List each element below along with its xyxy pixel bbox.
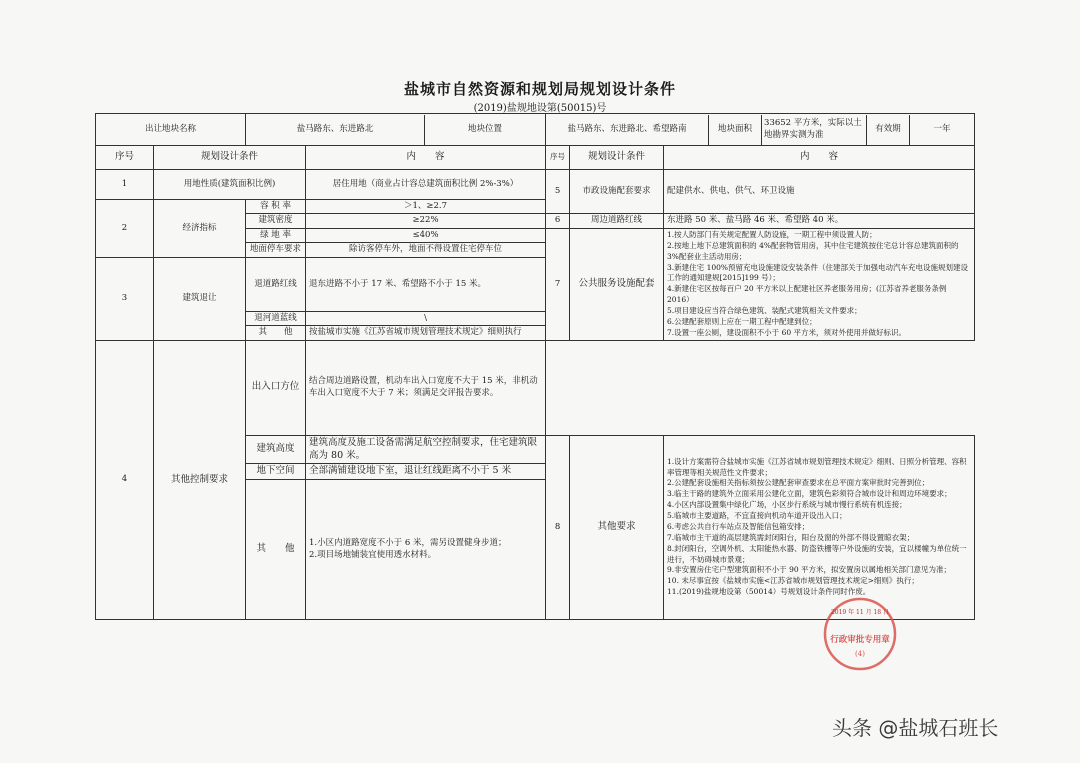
- seal-text: 行政审批专用章: [830, 635, 890, 645]
- river-setback-label: 退河道蓝线: [246, 311, 306, 325]
- parcel-name-label: 出让地块名称: [96, 114, 246, 146]
- road-setback-label: 退道路红线: [246, 257, 306, 311]
- height-label: 建筑高度: [246, 435, 306, 464]
- density-value: ≥22%: [306, 214, 546, 228]
- access-label: 出入口方位: [246, 340, 306, 435]
- row-4-no: 4: [96, 340, 154, 619]
- far-label: 容 积 率: [246, 200, 306, 214]
- river-setback-value: \: [306, 311, 546, 325]
- row-5-content: 配建供水、供电、供气、环卫设施: [664, 170, 975, 214]
- row-7-content: 1.按人防部门有关规定配置人防设施，一期工程中须设置人防； 2.按地上地下总建筑面积的 4%配套物管用房，其中住宅建筑按住宅总计容总建筑面积的 3%配套业主活动用房； 3.新建住宅 100%预留充电设施建设安装条件（住建部关于加强电动汽车充电设施规划建设工作的通知建规[2015]199 号）； 4.新建住宅区按每百户 20 平方米以上配建社区养老服务用房；(江苏省养老服务条例 2016） 5.项目建设应当符合绿色建筑、装配式建筑相关文件要求； 6.公建配套原则上应在一期工程中配建到位； 7.设置一座公厕，建设面积不小于 60 平方米，须对外使用并做好标识。: [664, 228, 975, 340]
- col-no-2: 序号: [546, 146, 570, 170]
- row-1-no: 1: [96, 170, 154, 200]
- watermark: 头条 @盐城石班长: [832, 716, 999, 740]
- col-condition-2: 规划设计条件: [570, 146, 664, 170]
- row-6-no: 6: [546, 214, 570, 228]
- validity-label: 有效期: [867, 115, 910, 145]
- row-2-no: 2: [96, 200, 154, 258]
- row-2-name: 经济指标: [154, 200, 246, 258]
- underground-label: 地下空间: [246, 464, 306, 480]
- setback-other-label: 其 他: [246, 326, 306, 340]
- row-7-no: 7: [546, 228, 570, 340]
- row-8-content: 1.设计方案需符合盐城市实施《江苏省城市规划管理技术规定》细则、日照分析管理、容积率管理等相关规范性文件要求； 2.公建配套设施相关指标须按公建配套审查要求在总平面方案审批时完善到位； 3.临主干路的建筑外立面采用公建化立面，建筑色彩须符合城市设计和周边环境要求； 4.小区内部设置集中绿化广场，小区步行系统与城市慢行系统有机连接； 5.临城市主要道路，不宜直接向机动车道开设出入口； 6.考虑公共自行车站点及智能信包箱安排； 7.临城市主干道的高层建筑需封闭阳台，阳台及窗的外部不得设置晾衣架； 8.封闭阳台，空调外机、太阳能热水器、防盗铁栅等户外设施的安装，宜以楼幢为单位统一进行，不妨碍城市景观； 9.非安置房住宅户型建筑面积不小于 90 平方米，拟安置房以属地相关部门意见为准； 10. 未尽事宜按《盐城市实施<江苏省城市规划管理技术规定>细则》执行； 11.(2019)盐规地设第（50014）号规划设计条件同时作废。: [664, 435, 975, 619]
- seal-number: (4): [855, 650, 865, 658]
- row-1-name: 用地性质(建筑面积比例): [154, 170, 306, 200]
- parking-value: 除访客停车外，地面不得设置住宅停车位: [306, 243, 546, 257]
- row-3-name: 建筑退让: [154, 257, 246, 340]
- row-6-name: 周边道路红线: [570, 214, 664, 228]
- row-3-no: 3: [96, 257, 154, 340]
- col-condition: 规划设计条件: [154, 146, 306, 170]
- col-no: 序号: [96, 146, 154, 170]
- area-label: 地块面积: [709, 115, 762, 145]
- height-value: 建筑高度及施工设备需满足航空控制要求，住宅建筑限高为 80 米。: [306, 435, 546, 464]
- seal-date: 2019 年 11 月 18 日: [830, 609, 890, 616]
- row-8-name: 其他要求: [570, 435, 664, 619]
- density-label: 建筑密度: [246, 214, 306, 228]
- col-content-2: 内 容: [664, 146, 975, 170]
- row-1-content: 居住用地（商业占计容总建筑面积比例 2%-3%）: [306, 170, 546, 200]
- control-other-value: 1.小区内道路宽度不小于 6 米，需另设置健身步道； 2.项目场地铺装宜使用透水材料。: [306, 480, 546, 620]
- row-4-access: [96, 340, 975, 435]
- document-title: 盐城市自然资源和规划局规划设计条件: [403, 80, 676, 98]
- document-number: (2019)盐规地设第(50015)号: [473, 103, 607, 114]
- road-setback-value: 退东进路不小于 17 米、希望路不小于 15 米。: [306, 257, 546, 311]
- parking-label: 地面停车要求: [246, 243, 306, 257]
- row-4-name: 其他控制要求: [154, 340, 246, 619]
- area-value: 33652 平方米，实际以土地勘界实测为准: [762, 115, 867, 145]
- row-7-name: 公共服务设施配套: [570, 228, 664, 340]
- validity-value: 一年: [933, 123, 951, 134]
- row-5-name: 市政设施配套要求: [570, 170, 664, 214]
- location-label: 地块位置: [468, 123, 503, 134]
- control-other-label: 其 他: [246, 480, 306, 620]
- green-label: 绿 地 率: [246, 228, 306, 242]
- official-seal: [822, 596, 898, 672]
- parcel-name: 盐马路东、东进路北: [246, 115, 425, 145]
- access-value: 结合周边道路设置，机动车出入口宽度不大于 15 米，非机动车出入口宽度不大于 7 米；须满足交评报告要求。: [306, 340, 546, 435]
- col-content: 内 容: [306, 146, 546, 170]
- row-5-no: 5: [546, 170, 570, 214]
- far-value: ＞1、≥2.7: [306, 200, 546, 214]
- row-6-content: 东进路 50 米、盐马路 46 米、希望路 40 米。: [664, 214, 975, 228]
- row-8-no: 8: [546, 435, 570, 619]
- setback-other-value: 按盐城市实施《江苏省城市规划管理技术规定》细则执行: [306, 326, 546, 340]
- green-value: ≤40%: [306, 228, 546, 242]
- parcel-info-row: [96, 114, 975, 146]
- underground-value: 全部满铺建设地下室，退让红线距离不小于 5 米: [306, 464, 546, 480]
- column-header-row: [96, 146, 975, 170]
- location-value: 盐马路东、东进路北、希望路南: [546, 115, 709, 145]
- row-1: [96, 170, 975, 200]
- planning-conditions-table: [95, 113, 975, 620]
